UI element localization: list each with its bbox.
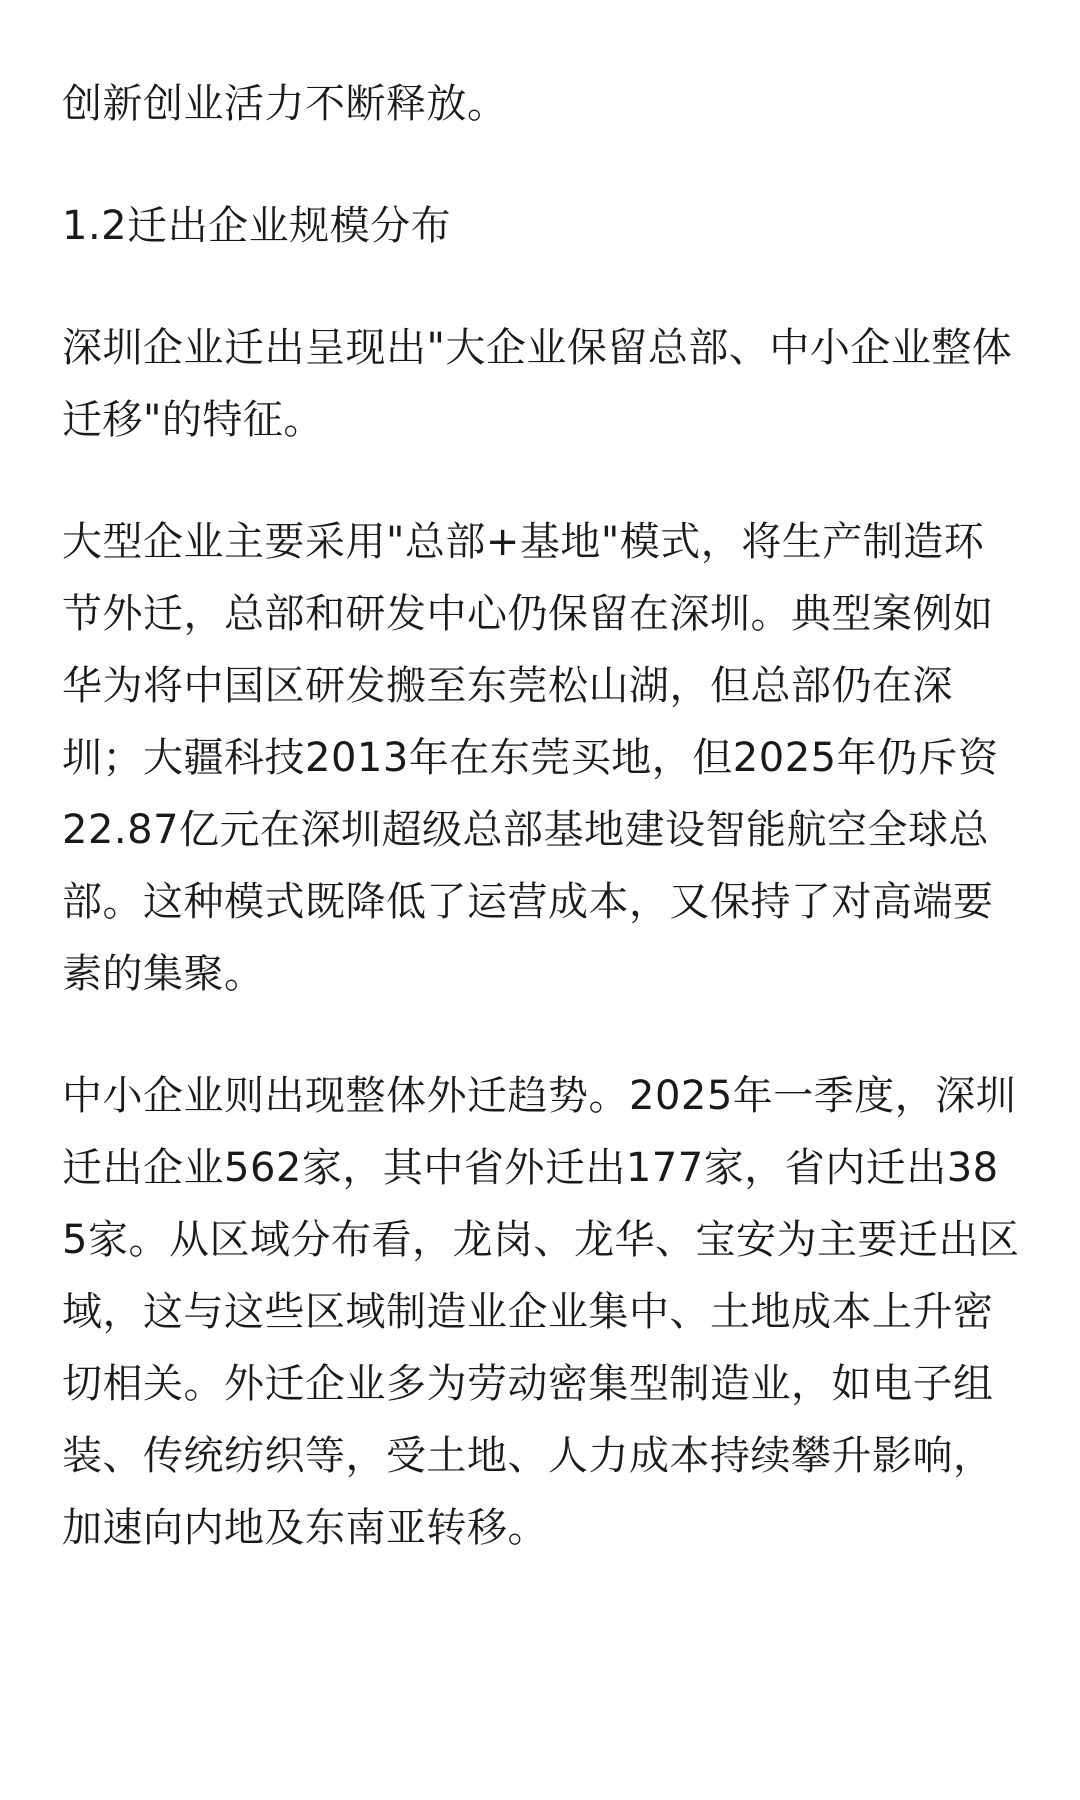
paragraph-large-enterprises: 大型企业主要采用"总部+基地"模式，将生产制造环节外迁，总部和研发中心仍保留在深圳。典型案例如华为将中国区研发搬至东莞松山湖，但总部仍在深圳；大疆科技2013年在东莞买地，但2025年仍斥资22.87亿元在深圳超级总部基地建设智能航空全球总部。这种模式既降低了运营成本，又保持了对高端要素的集聚。	[62, 519, 999, 997]
paragraph-overview: 深圳企业迁出呈现出"大企业保留总部、中小企业整体迁移"的特征。	[62, 325, 1013, 443]
paragraph-intro-tail: 创新创业活力不断释放。	[62, 81, 508, 127]
article-body	[62, 68, 1022, 1614]
paragraph-small-medium-enterprises: 中小企业则出现整体外迁趋势。2025年一季度，深圳迁出企业562家，其中省外迁出177家，省内迁出385家。从区域分布看，龙岗、龙华、宝安为主要迁出区域，这与这些区域制造业企业集中、土地成本上升密切相关。外迁企业多为劳动密集型制造业，如电子组装、传统纺织等，受土地、人力成本持续攀升影响，加速向内地及东南亚转移。	[62, 1073, 1020, 1551]
section-heading: 1.2迁出企业规模分布	[62, 203, 452, 249]
